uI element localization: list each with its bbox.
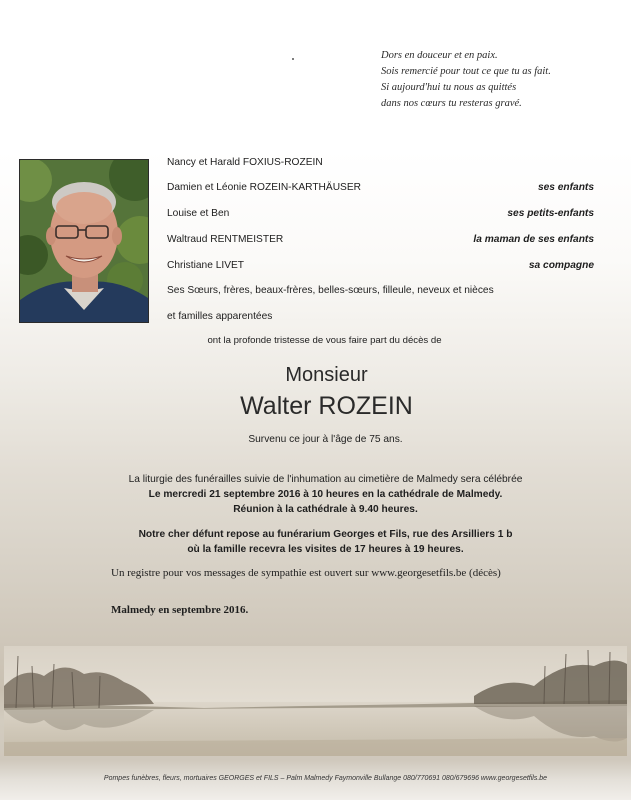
visitation-line-1 (0, 529, 631, 540)
announcement-text: ont la profonde tristesse de vous faire part du décès de (207, 335, 442, 346)
family-names-2: Damien et Léonie ROZEIN-KARTHÄUSER (167, 182, 362, 193)
deceased-name-text: Walter ROZEIN (240, 392, 413, 420)
funeral-line-3-text: Réunion à la cathédrale à 9.40 heures. (233, 504, 418, 515)
footer-text: Pompes funèbres, fleurs, mortuaires GEORGES et FILS – Palm Malmedy Faymonville Bullange 080/770691 080/679696 www.georgesetfils.be (103, 775, 548, 782)
poem-line-3: Si aujourd'hui tu nous as quittés (381, 82, 517, 93)
family-role-5: sa compagne (528, 260, 594, 271)
family-names-4: Waltraud RENTMEISTER (167, 234, 284, 245)
visitation-line-1-text: Notre cher défunt repose au funérarium Georges et Fils, rue des Arsilliers 1 b (138, 529, 513, 540)
deceased-age-text: Survenu ce jour à l'âge de 75 ans. (248, 434, 403, 445)
deceased-name (0, 392, 631, 421)
lake-landscape-image (4, 646, 627, 756)
deceased-age (0, 434, 631, 445)
family-names-3: Louise et Ben (167, 208, 230, 219)
funeral-line-1 (0, 474, 631, 485)
portrait-photo (19, 159, 149, 323)
poem (381, 48, 621, 112)
deceased-title (0, 364, 631, 387)
relatives-line: et familles apparentées (167, 311, 273, 322)
registry-notice: Un registre pour vos messages de sympathie est ouvert sur www.georgesetfils.be (décès) (111, 567, 501, 579)
visitation-line-2-text: où la famille recevra les visites de 17 heures à 19 heures. (187, 544, 464, 555)
funeral-line-3 (0, 504, 631, 515)
funeral-line-2 (0, 489, 631, 500)
siblings-line: Ses Sœurs, frères, beaux-frères, belles-sœurs, filleule, neveux et nièces (167, 285, 494, 296)
family-role-2: ses enfants (537, 182, 594, 193)
decorative-dot (292, 58, 294, 60)
poem-line-1: Dors en douceur et en paix. (381, 50, 498, 61)
place-date: Malmedy en septembre 2016. (111, 604, 249, 616)
visitation-line-2 (0, 544, 631, 555)
family-names-5: Christiane LIVET (167, 260, 245, 271)
poem-line-4: dans nos cœurs tu resteras gravé. (381, 98, 522, 109)
family-names-1: Nancy et Harald FOXIUS-ROZEIN (167, 157, 323, 168)
family-role-4: la maman de ses enfants (473, 234, 594, 245)
family-role-3: ses petits-enfants (507, 208, 594, 219)
deceased-title-text: Monsieur (285, 364, 368, 386)
funeral-line-1-text: La liturgie des funérailles suivie de l'inhumation au cimetière de Malmedy sera célébrée (128, 474, 523, 485)
funeral-home-footer (0, 775, 631, 782)
announcement (0, 335, 631, 346)
funeral-line-2-text: Le mercredi 21 septembre 2016 à 10 heures en la cathédrale de Malmedy. (148, 489, 503, 500)
poem-line-2: Sois remercié pour tout ce que tu as fait. (381, 66, 551, 77)
